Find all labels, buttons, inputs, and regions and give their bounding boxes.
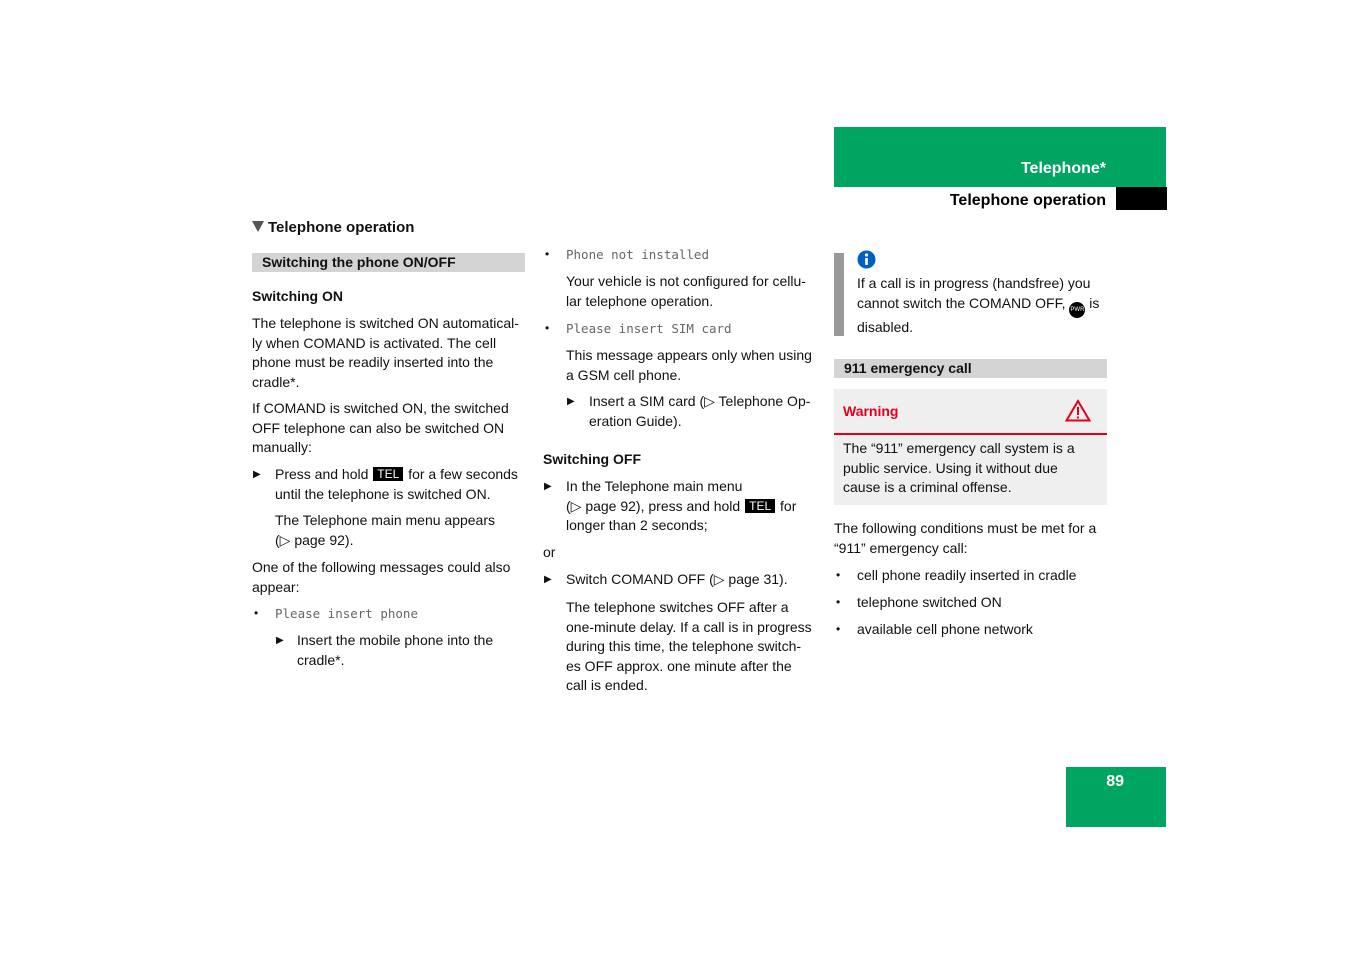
tel-key-icon: TEL [745,499,775,513]
step-hold-tel [566,477,826,536]
or-label: or [543,544,556,560]
step-line: until the telephone is switched ON. [275,485,491,502]
text-line: call is ended. [566,677,648,693]
text-line: One of the following messages could also [252,559,511,575]
step-switch-comand-off: Switch COMAND OFF (▷ page 31). [566,571,788,587]
text-line: one-minute delay. If a call is in progress [566,618,812,635]
section-tab-marker [1116,187,1167,210]
section-title: Telephone operation [949,192,1106,209]
paragraph-not-configured [566,272,826,311]
bullet-icon: • [254,606,259,620]
condition-item: telephone switched ON [857,594,1002,610]
step-line: eration Guide). [589,412,682,429]
text-line: The following conditions must be met for a [834,520,1097,536]
bullet-icon: • [836,568,841,582]
message-please-insert-phone: Please insert phone [275,606,418,621]
condition-item: available cell phone network [857,621,1033,637]
condition-item: cell phone readily inserted in cradle [857,567,1077,583]
info-sidebar [834,253,844,336]
arrow-right-icon: ▶ [253,469,261,480]
bullet-icon: • [836,622,841,636]
step-line [566,497,826,517]
text-line: public service. Using it without due [843,459,1058,476]
text-line: during this time, the telephone switch- [566,638,802,654]
step-line: longer than 2 seconds; [566,517,708,533]
section-heading [252,218,414,238]
text-line: OFF telephone can also be switched ON [252,419,505,436]
text-line: “911” emergency call: [834,539,968,556]
text-line: The telephone switches OFF after a [566,599,789,615]
text-line: If COMAND is switched ON, the switched [252,400,509,416]
tel-key-icon: TEL [373,467,403,481]
text-line: appear: [252,578,300,595]
text-segment: is [1089,294,1100,311]
paragraph-messages [252,558,532,597]
warning-triangle-icon [1065,399,1091,428]
text-line: cause is a criminal offense. [843,479,1012,495]
text-line: es OFF approx. one minute after the [566,657,792,674]
text-line: a GSM cell phone. [566,366,682,383]
bullet-icon: • [545,321,550,335]
conditions-intro [834,519,1114,558]
paragraph-manual-on [252,399,532,458]
step-text: Press and hold [275,466,369,482]
text-line: ly when COMAND is activated. The cell [252,334,497,351]
bullet-icon: • [836,595,841,609]
chapter-title: Telephone* [1020,160,1106,177]
text-line: Your vehicle is not configured for cellu- [566,273,806,289]
message-phone-not-installed: Phone not installed [566,247,709,262]
message-please-insert-sim: Please insert SIM card [566,321,732,336]
info-icon [857,250,876,275]
text-line: The telephone is switched ON automatical- [252,315,519,331]
step-line: cradle*. [297,651,345,668]
bullet-icon: • [545,247,550,261]
paragraph-delay [566,598,828,696]
emergency-bar: 911 emergency call [834,359,1107,378]
switching-on-heading: Switching ON [252,288,343,304]
step-text: (▷ page 92), press and hold [566,497,741,514]
step-line: Insert a SIM card (▷ Telephone Op- [589,393,811,409]
text-line: This message appears only when using [566,347,812,363]
warning-text [843,439,1103,498]
triangle-down-icon [252,221,264,232]
warning-divider [834,433,1107,435]
text-line: manually: [252,439,312,455]
text-line: (▷ page 92). [275,531,354,548]
page-number: 89 [1106,773,1124,790]
switching-off-heading: Switching OFF [543,451,641,467]
section-heading-text: Telephone operation [268,219,415,236]
text-line [857,294,1117,318]
chapter-header-band [834,127,1166,187]
arrow-right-icon: ▶ [567,396,575,407]
step-insert-sim [589,392,829,431]
text-line: cradle*. [252,373,300,390]
step-text: for a few seconds [408,466,518,482]
text-line: disabled. [857,318,914,335]
text-line: phone must be readily inserted into the [252,354,494,370]
warning-box [834,389,1107,505]
step-text: for [780,497,797,514]
step-insert-phone [297,631,537,670]
arrow-right-icon: ▶ [544,574,552,585]
warning-title: Warning [843,403,899,419]
arrow-right-icon: ▶ [544,481,552,492]
text-line: lar telephone operation. [566,292,714,309]
text-line: If a call is in progress (handsfree) you [857,275,1091,291]
pwr-button-icon: PWR [1069,302,1085,318]
step-line [275,465,535,485]
step-press-tel [275,465,535,504]
text-segment: cannot switch the COMAND OFF, [857,294,1066,311]
paragraph-gsm [566,346,826,385]
info-note [857,274,1117,337]
arrow-right-icon: ▶ [276,635,284,646]
step-note [275,511,535,550]
step-line: In the Telephone main menu [566,478,743,494]
paragraph-auto-on [252,314,532,392]
text-line: The Telephone main menu appears [275,512,496,528]
step-line: Insert the mobile phone into the [297,632,494,648]
text-line: The “911” emergency call system is a [843,440,1075,456]
subsection-bar: Switching the phone ON/OFF [252,253,525,272]
